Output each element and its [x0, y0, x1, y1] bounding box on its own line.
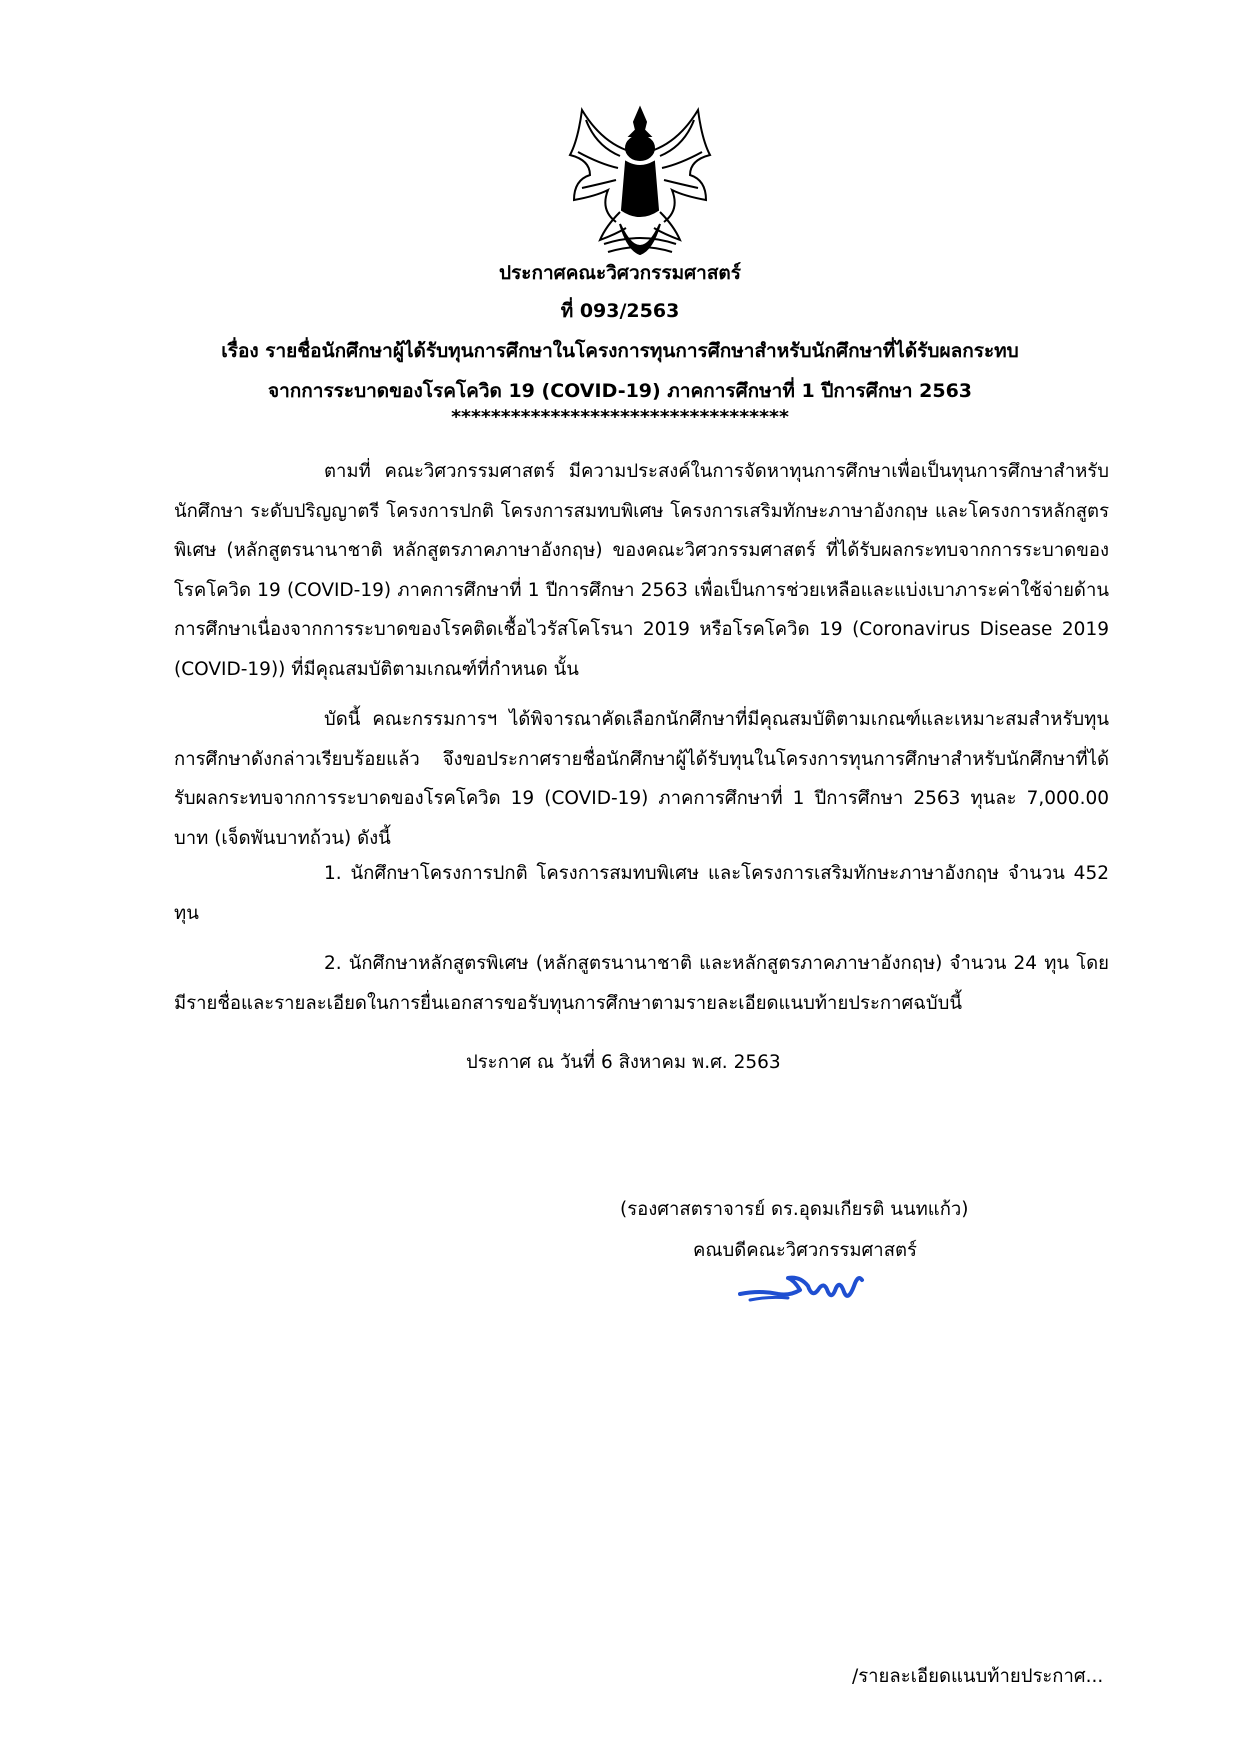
announcement-org: ประกาศคณะวิศวกรรมศาสตร์: [499, 262, 741, 284]
continued-note: /รายละเอียดแนบท้ายประกาศ...: [852, 1666, 1104, 1687]
announcement-number: ที่ 093/2563: [560, 300, 680, 322]
paragraph-background: ตามที่ คณะวิศวกรรมศาสตร์ มีความประสงค์ในการจัดหาทุนการศึกษาเพื่อเป็นทุนการศึกษาสำหรับนักศึกษา ระดับปริญญาตรี โครงการปกติ โครงการสมทบพิเศษ โครงการเสริมทักษะภาษาอังกฤษ และโครงการหลักสูตรพิเศษ (หลักสูตรนานาชาติ หลักสูตรภาคภาษาอังกฤษ) ของคณะวิศวกรรมศาสตร์ ที่ได้รับผลกระทบจากการระบาดของโรคโควิด 19 (COVID-19) ภาคการศึกษาที่ 1 ปีการศึกษา 2563 เพื่อเป็นการช่วยเหลือและแบ่งเบาภาระค่าใช้จ่ายด้านการศึกษาเนื่องจากการระบาดของโรคติดเชื้อไวรัสโคโรนา 2019 หรือโรคโควิด 19 (Coronavirus Disease 2019 (COVID-19)) ที่มีคุณสมบัติตามเกณฑ์ที่กำหนด นั้น: [174, 461, 1109, 680]
announcement-subject-line2: จากการระบาดของโรคโควิด 19 (COVID-19) ภาคการศึกษาที่ 1 ปีการศึกษา 2563: [267, 380, 973, 402]
announcement-date: ประกาศ ณ วันที่ 6 สิงหาคม พ.ศ. 2563: [466, 1052, 781, 1073]
paragraph-selection: บัดนี้ คณะกรรมการฯ ได้พิจารณาคัดเลือกนักศึกษาที่มีคุณสมบัติตามเกณฑ์และเหมาะสมสำหรับทุนการศึกษาดังกล่าวเรียบร้อยแล้ว จึงขอประกาศรายชื่อนักศึกษาผู้ได้รับทุนในโครงการทุนการศึกษาสำหรับนักศึกษาที่ได้รับผลกระทบจากการระบาดของโรคโควิด 19 (COVID-19) ภาคการศึกษาที่ 1 ปีการศึกษา 2563 ทุนละ 7,000.00 บาท (เจ็ดพันบาทถ้วน) ดังนี้: [174, 709, 1109, 849]
list-item-scholarship-group-1: 1. นักศึกษาโครงการปกติ โครงการสมทบพิเศษ และโครงการเสริมทักษะภาษาอังกฤษ จำนวน 452 ทุน: [174, 863, 1109, 924]
list-item-scholarship-group-2: 2. นักศึกษาหลักสูตรพิเศษ (หลักสูตรนานาชาติ และหลักสูตรภาคภาษาอังกฤษ) จำนวน 24 ทุน โดยมีรายชื่อและรายละเอียดในการยื่นเอกสารขอรับทุนการศึกษาตามรายละเอียดแนบท้ายประกาศฉบับนี้: [174, 953, 1109, 1014]
announcement-subject-line1: เรื่อง รายชื่อนักศึกษาผู้ได้รับทุนการศึกษาในโครงการทุนการศึกษาสำหรับนักศึกษาที่ได้รับผลกระทบ: [221, 340, 1019, 362]
garuda-emblem-icon: [560, 100, 720, 270]
separator-stars: **********************************: [451, 406, 789, 428]
signer-name: (รองศาสตราจารย์ ดร.อุดมเกียรติ นนทแก้ว): [620, 1199, 969, 1220]
signer-title: คณบดีคณะวิศวกรรมศาสตร์: [693, 1240, 917, 1261]
